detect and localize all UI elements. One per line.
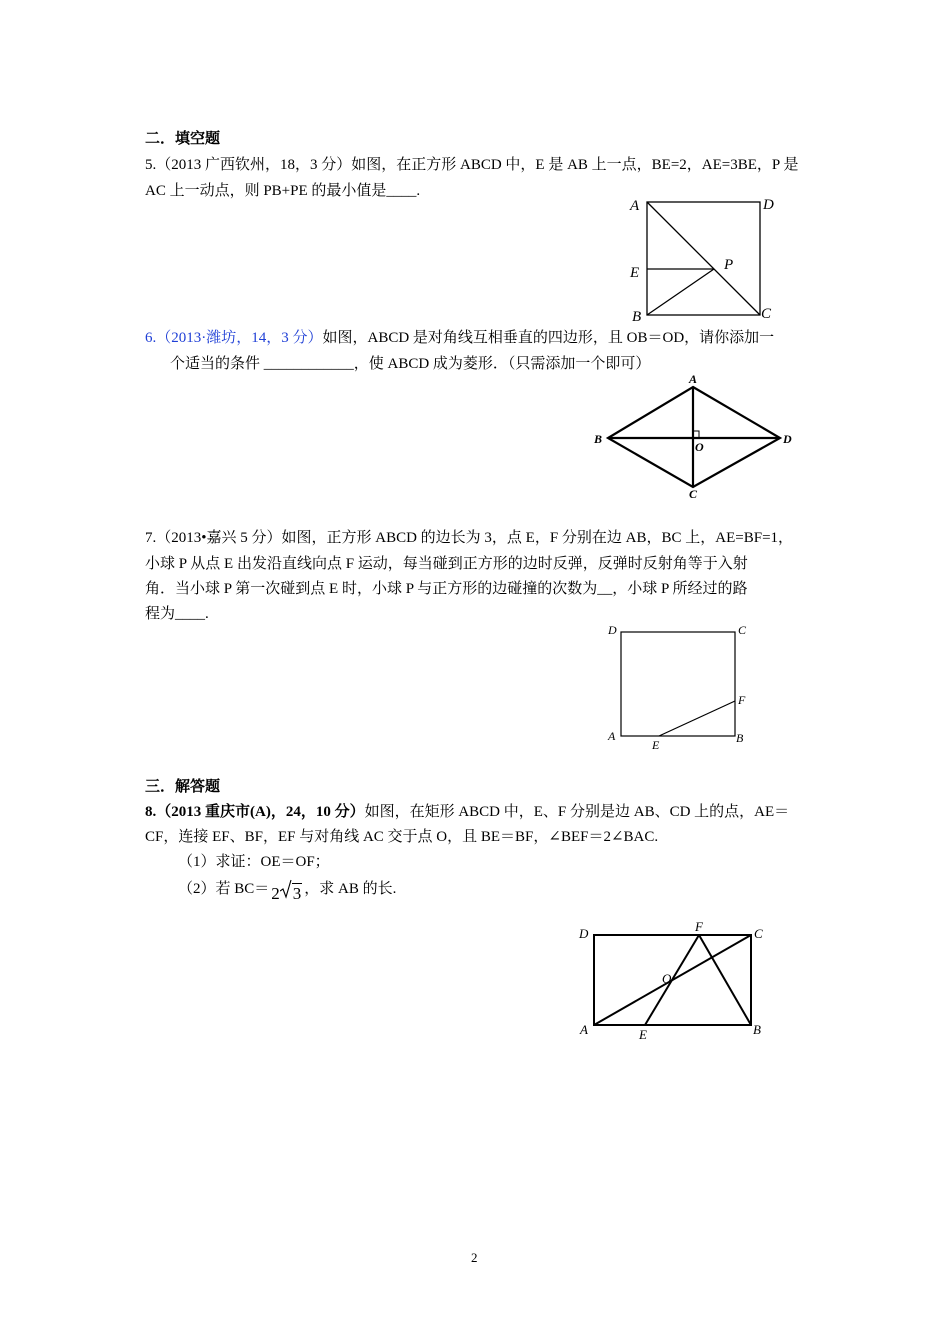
q8-figure-rectangle: [575, 918, 775, 1046]
section-title-answer: 三．解答题: [145, 779, 221, 795]
page-number: 2: [471, 1250, 478, 1265]
section-title-fill: 二．填空题: [145, 131, 221, 147]
q8-part-2: [178, 877, 396, 904]
q6-source: 6.（2013·潍坊，14，3 分）: [145, 330, 323, 346]
q7-label-e: E: [652, 738, 660, 752]
q7-figure-square: [600, 618, 760, 753]
q6-line-1-text: 如图，ABCD 是对角线互相垂直的四边形，且 OB＝OD，请你添加一: [322, 330, 775, 346]
q8-segment-bf: [699, 935, 751, 1025]
q8-line-1: [145, 800, 789, 821]
q6-label-c: C: [689, 487, 698, 501]
q7-label-c: C: [738, 623, 747, 637]
q6-label-o: O: [695, 440, 704, 454]
q5-label-b: B: [632, 309, 642, 324]
q8-label-b: B: [753, 1022, 761, 1037]
q7-label-d: D: [608, 623, 617, 637]
q7-label-f: F: [738, 693, 746, 707]
q6-label-a: A: [689, 373, 698, 386]
q8-segment-ef: [645, 935, 699, 1025]
q7-line-2: 小球 P 从点 E 出发沿直线向点 F 运动，每当碰到正方形的边时反弹，反弹时反射角等于入射: [145, 556, 748, 572]
q7-label-b: B: [736, 731, 744, 745]
q5-line-2: AC 上一动点，则 PB+PE 的最小值是____.: [145, 183, 421, 199]
q8-radical-expression: [271, 881, 302, 904]
q7-line-3: 角．当小球 P 第一次碰到点 E 时，小球 P 与正方形的边碰撞的次数为__，小球 P 所经过的路: [145, 581, 748, 597]
q5-label-p: P: [724, 257, 734, 273]
q6-line-2: 个适当的条件 ____________，使 ABCD 成为菱形．（只需添加一个即可）: [170, 356, 651, 372]
q8-label-f: F: [695, 919, 703, 934]
q8-label-a: A: [580, 1022, 588, 1037]
q8-part-1: （1）求证：OE＝OF；: [178, 854, 330, 870]
q8-line-2: CF，连接 EF、BF，EF 与对角线 AC 交于点 O，且 BE＝BF，∠BEF＝2∠BAC.: [145, 829, 659, 845]
q7-line-4: 程为____.: [145, 606, 209, 622]
q8-label-o: O: [662, 971, 672, 986]
q6-label-d: D: [783, 432, 792, 446]
q5-line-1: 5.（2013 广西钦州，18，3 分）如图，在正方形 ABCD 中，E 是 AB 上一点，BE=2，AE=3BE，P 是: [145, 157, 799, 173]
q5-label-e: E: [630, 265, 640, 281]
q8-label-d: D: [579, 926, 589, 941]
q6-figure-quadrilateral: [590, 373, 800, 503]
q7-square: [621, 632, 735, 736]
q8-part-2-suffix: ，求 AB 的长.: [304, 881, 397, 897]
q6-label-b: B: [594, 432, 603, 446]
q8-radicand: 3: [292, 884, 302, 903]
q5-segment-bp: [647, 269, 714, 315]
q8-radical-coefficient: 2: [271, 884, 280, 903]
sqrt-icon: [280, 881, 292, 899]
q5-label-a: A: [630, 198, 640, 214]
q5-diagonal-ac: [647, 202, 760, 315]
q7-label-a: A: [608, 729, 616, 743]
q5-label-d: D: [763, 197, 774, 213]
q8-part-2-prefix: （2）若 BC＝: [178, 881, 270, 897]
q5-figure-square: [620, 192, 785, 324]
q6-line-1: [145, 326, 774, 347]
q5-label-c: C: [761, 306, 772, 322]
q8-label-c: C: [754, 926, 763, 941]
q7-segment-ef: [659, 701, 735, 736]
q8-label-e: E: [639, 1027, 647, 1042]
q8-source: 8.（2013 重庆市(A)，24，10 分）: [145, 804, 365, 820]
q7-line-1: 7.（2013•嘉兴 5 分）如图，正方形 ABCD 的边长为 3，点 E，F 分别在边 AB，BC 上，AE=BF=1，: [145, 530, 794, 546]
q8-line-1-text: 如图，在矩形 ABCD 中，E、F 分别是边 AB、CD 上的点，AE＝: [364, 804, 790, 820]
